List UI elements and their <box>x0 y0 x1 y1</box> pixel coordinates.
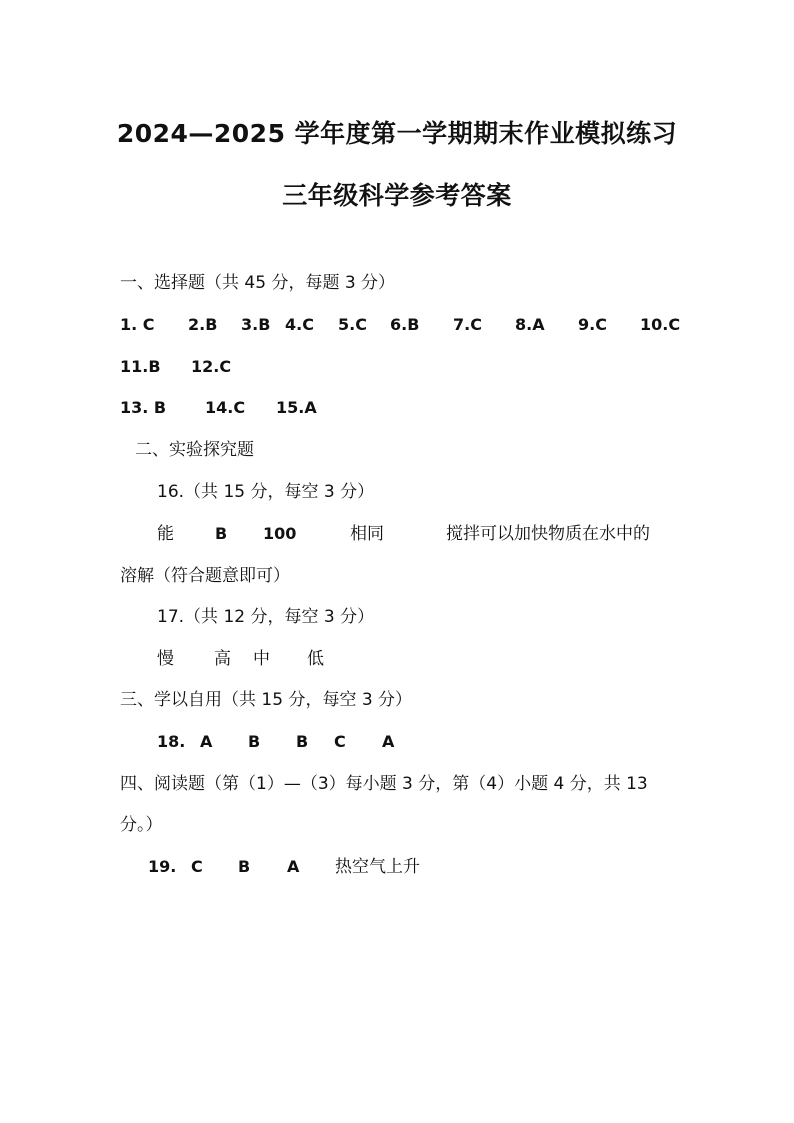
answer-18-5: A <box>382 732 395 751</box>
answer-13: 13. B <box>120 398 167 417</box>
answer-19-3: A <box>287 857 300 876</box>
section-2-heading: 二、实验探究题 <box>135 440 254 460</box>
answer-17-3: 中 <box>253 649 270 669</box>
answer-14: 14.C <box>205 398 246 417</box>
answer-18-4: C <box>334 732 346 751</box>
answer-16-1: 能 <box>157 524 174 544</box>
answer-7: 7.C <box>453 315 482 334</box>
answer-16-4: 相同 <box>350 524 384 544</box>
question-17-label: 17.（共 12 分，每空 3 分） <box>157 607 375 627</box>
answer-19-1: C <box>191 857 203 876</box>
answer-5: 5.C <box>338 315 367 334</box>
section-4-heading-continued: 分。） <box>120 815 163 835</box>
section-4-heading: 四、阅读题（第（1）—（3）每小题 3 分，第（4）小题 4 分，共 13 <box>120 774 648 794</box>
question-19-number: 19. <box>148 857 177 876</box>
answer-19-4: 热空气上升 <box>335 857 420 877</box>
document-subtitle: 三年级科学参考答案 <box>282 181 512 210</box>
answer-19-2: B <box>238 857 251 876</box>
answer-1: 1. C <box>120 315 155 334</box>
answer-6: 6.B <box>390 315 420 334</box>
answer-16-3: 100 <box>263 524 297 543</box>
answer-17-2: 高 <box>214 649 231 669</box>
answer-16-5: 搅拌可以加快物质在水中的 <box>446 524 650 544</box>
answer-18-2: B <box>248 732 261 751</box>
answer-17-1: 慢 <box>157 649 174 669</box>
document-title: 2024—2025 学年度第一学期期末作业模拟练习 <box>116 119 678 148</box>
answer-17-4: 低 <box>307 649 324 669</box>
answer-10: 10.C <box>640 315 681 334</box>
answer-18-1: A <box>200 732 213 751</box>
question-16-label: 16.（共 15 分，每空 3 分） <box>157 482 375 502</box>
answer-15: 15.A <box>276 398 317 417</box>
answer-2: 2.B <box>188 315 218 334</box>
answer-3: 3.B <box>241 315 271 334</box>
answer-12: 12.C <box>191 357 232 376</box>
answer-18-3: B <box>296 732 309 751</box>
answer-11: 11.B <box>120 357 161 376</box>
answer-9: 9.C <box>578 315 607 334</box>
section-1-heading: 一、选择题（共 45 分，每题 3 分） <box>120 273 396 293</box>
answer-8: 8.A <box>515 315 545 334</box>
question-18-number: 18. <box>157 732 186 751</box>
section-3-heading: 三、学以自用（共 15 分，每空 3 分） <box>120 690 413 710</box>
answer-16-2: B <box>215 524 228 543</box>
answer-16-5-continued: 溶解（符合题意即可） <box>120 566 290 586</box>
answer-4: 4.C <box>285 315 314 334</box>
